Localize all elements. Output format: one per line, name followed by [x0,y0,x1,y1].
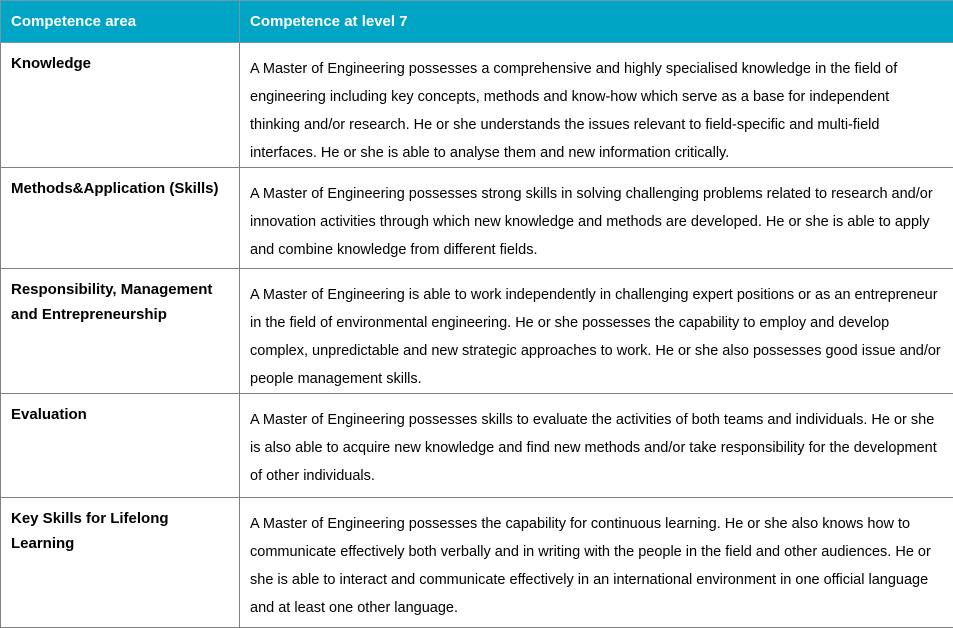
header-competence-area: Competence area [1,1,240,43]
competence-description: A Master of Engineering possesses the capability for continuous learning. He or she also knows how to communicate effectively both verbally and in writing with the people in the field and other audiences. He or she is able to interact and communicate effectively in an international environment in one official language and at least one other language. [240,498,953,628]
competence-description: A Master of Engineering is able to work independently in challenging expert positions or as an entrepreneur in the field of environmental engineering. He or she possesses the capability to employ and develop complex, unpredictable and new strategic approaches to work. He or she also possesses good issue and/or people management skills. [240,269,953,394]
area-label: Methods&Application (Skills) [1,168,240,269]
area-label: Evaluation [1,394,240,498]
table-row-responsibility-management [1,269,953,394]
area-label: Responsibility, Management and Entrepreneurship [1,269,240,394]
header-competence-at-level-7: Competence at level 7 [240,1,953,43]
table-header-row [1,1,953,43]
table-row-lifelong-learning [1,498,953,628]
competence-description: A Master of Engineering possesses a comprehensive and highly specialised knowledge in the field of engineering including key concepts, methods and know-how which serve as a base for independent thinking and/or research. He or she understands the issues relevant to field-specific and multi-field interfaces. He or she is able to analyse them and new information critically. [240,43,953,168]
table-row-evaluation [1,394,953,498]
table-row-methods-application [1,168,953,269]
area-label: Key Skills for Lifelong Learning [1,498,240,628]
competence-description: A Master of Engineering possesses skills to evaluate the activities of both teams and individuals. He or she is also able to acquire new knowledge and find new methods and/or take responsibility for the development of other individuals. [240,394,953,498]
table-row-knowledge [1,43,953,168]
area-label: Knowledge [1,43,240,168]
competence-description: A Master of Engineering possesses strong skills in solving challenging problems related to research and/or innovation activities through which new knowledge and methods are developed. He or she is able to apply and combine knowledge from different fields. [240,168,953,269]
